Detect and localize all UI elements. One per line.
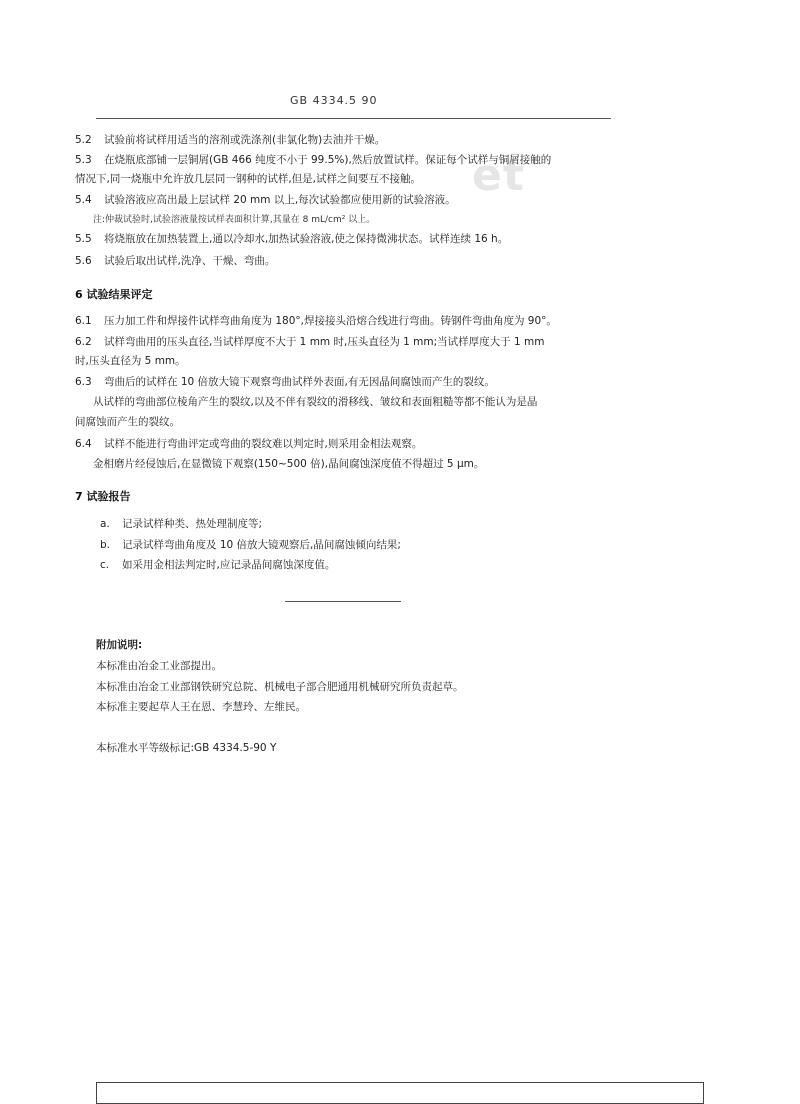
clause-number: 5.3 — [75, 154, 92, 166]
clause-text: 将烧瓶放在加热装置上,通以冷却水,加热试验溶液,使之保持微沸状态。试样连续 16 h。 — [104, 233, 509, 245]
list-item-marker: b. — [100, 539, 111, 551]
appendix-line: 本标准由冶金工业部提出。 — [96, 660, 222, 672]
clause-number: 5.6 — [75, 255, 92, 267]
end-rule — [285, 601, 401, 602]
clause-number: 5.4 — [75, 194, 92, 206]
clause-text: 时,压头直径为 5 mm。 — [75, 355, 186, 367]
standard-level-mark: 本标准水平等级标记:GB 4334.5-90 Y — [96, 742, 277, 754]
appendix-line: 本标准由冶金工业部钢铁研究总院、机械电子部合肥通用机械研究所负责起草。 — [96, 681, 464, 693]
section-heading: 6 试验结果评定 — [75, 288, 153, 301]
clause-text: 试样弯曲用的压头直径,当试样厚度不大于 1 mm 时,压头直径为 1 mm;当试样厚度大于 1 mm — [104, 336, 545, 348]
appendix-line: 本标准主要起草人王在恩、李慧玲、左维民。 — [96, 701, 306, 713]
clause-text: 在烧瓶底部铺一层铜屑(GB 466 纯度不小于 99.5%),然后放置试样。保证每个试样与铜屑接触的 — [104, 154, 552, 166]
clause-number: 5.5 — [75, 233, 92, 245]
clause-number: 6.2 — [75, 336, 92, 348]
clause-text: 间腐蚀而产生的裂纹。 — [75, 416, 180, 428]
clause-text: 从试样的弯曲部位棱角产生的裂纹,以及不伴有裂纹的滑移线、皱纹和表面粗糙等都不能认为是晶 — [93, 396, 538, 408]
page-footer-frame — [96, 1082, 704, 1104]
clause-text: 试验溶液应高出最上层试样 20 mm 以上,每次试验都应使用新的试验溶液。 — [104, 194, 456, 206]
appendix-title: 附加说明: — [96, 639, 143, 651]
clause-text: 弯曲后的试样在 10 倍放大镜下观察弯曲试样外表面,有无因晶间腐蚀而产生的裂纹。 — [104, 376, 495, 388]
list-item-marker: a. — [100, 518, 110, 530]
clause-text: 试验前将试样用适当的溶剂或洗涤剂(非氯化物)去油并干燥。 — [104, 134, 386, 146]
list-item-text: 记录试样种类、热处理制度等; — [122, 518, 263, 530]
watermark: et — [472, 150, 525, 201]
clause-text: 试验后取出试样,洗净、干燥、弯曲。 — [104, 255, 276, 267]
clause-number: 5.2 — [75, 134, 92, 146]
clause-text: 试样不能进行弯曲评定或弯曲的裂纹难以判定时,则采用金相法观察。 — [104, 438, 423, 450]
clause-number: 6.1 — [75, 315, 92, 327]
page-header: GB 4334.5 90 — [290, 94, 378, 107]
clause-text: 金相磨片经侵蚀后,在显微镜下观察(150~500 倍),晶间腐蚀深度值不得超过 5 μm。 — [93, 458, 485, 470]
list-item-text: 记录试样弯曲角度及 10 倍放大镜观察后,晶间腐蚀倾向结果; — [122, 539, 401, 551]
clause-text: 情况下,同一烧瓶中允许放几层同一钢种的试样,但是,试样之间要互不接触。 — [75, 173, 422, 185]
clause-number: 6.3 — [75, 376, 92, 388]
list-item-text: 如采用金相法判定时,应记录晶间腐蚀深度值。 — [122, 559, 336, 571]
header-rule — [96, 118, 611, 119]
list-item-marker: c. — [100, 559, 110, 571]
section-heading: 7 试验报告 — [75, 490, 131, 503]
clause-number: 6.4 — [75, 438, 92, 450]
clause-text: 压力加工件和焊接件试样弯曲角度为 180°,焊接接头沿熔合线进行弯曲。铸钢件弯曲角度为 90°。 — [104, 315, 557, 327]
note-text: 注:仲裁试验时,试验溶液量按试样表面积计算,其量在 8 mL/cm² 以上。 — [93, 215, 376, 225]
